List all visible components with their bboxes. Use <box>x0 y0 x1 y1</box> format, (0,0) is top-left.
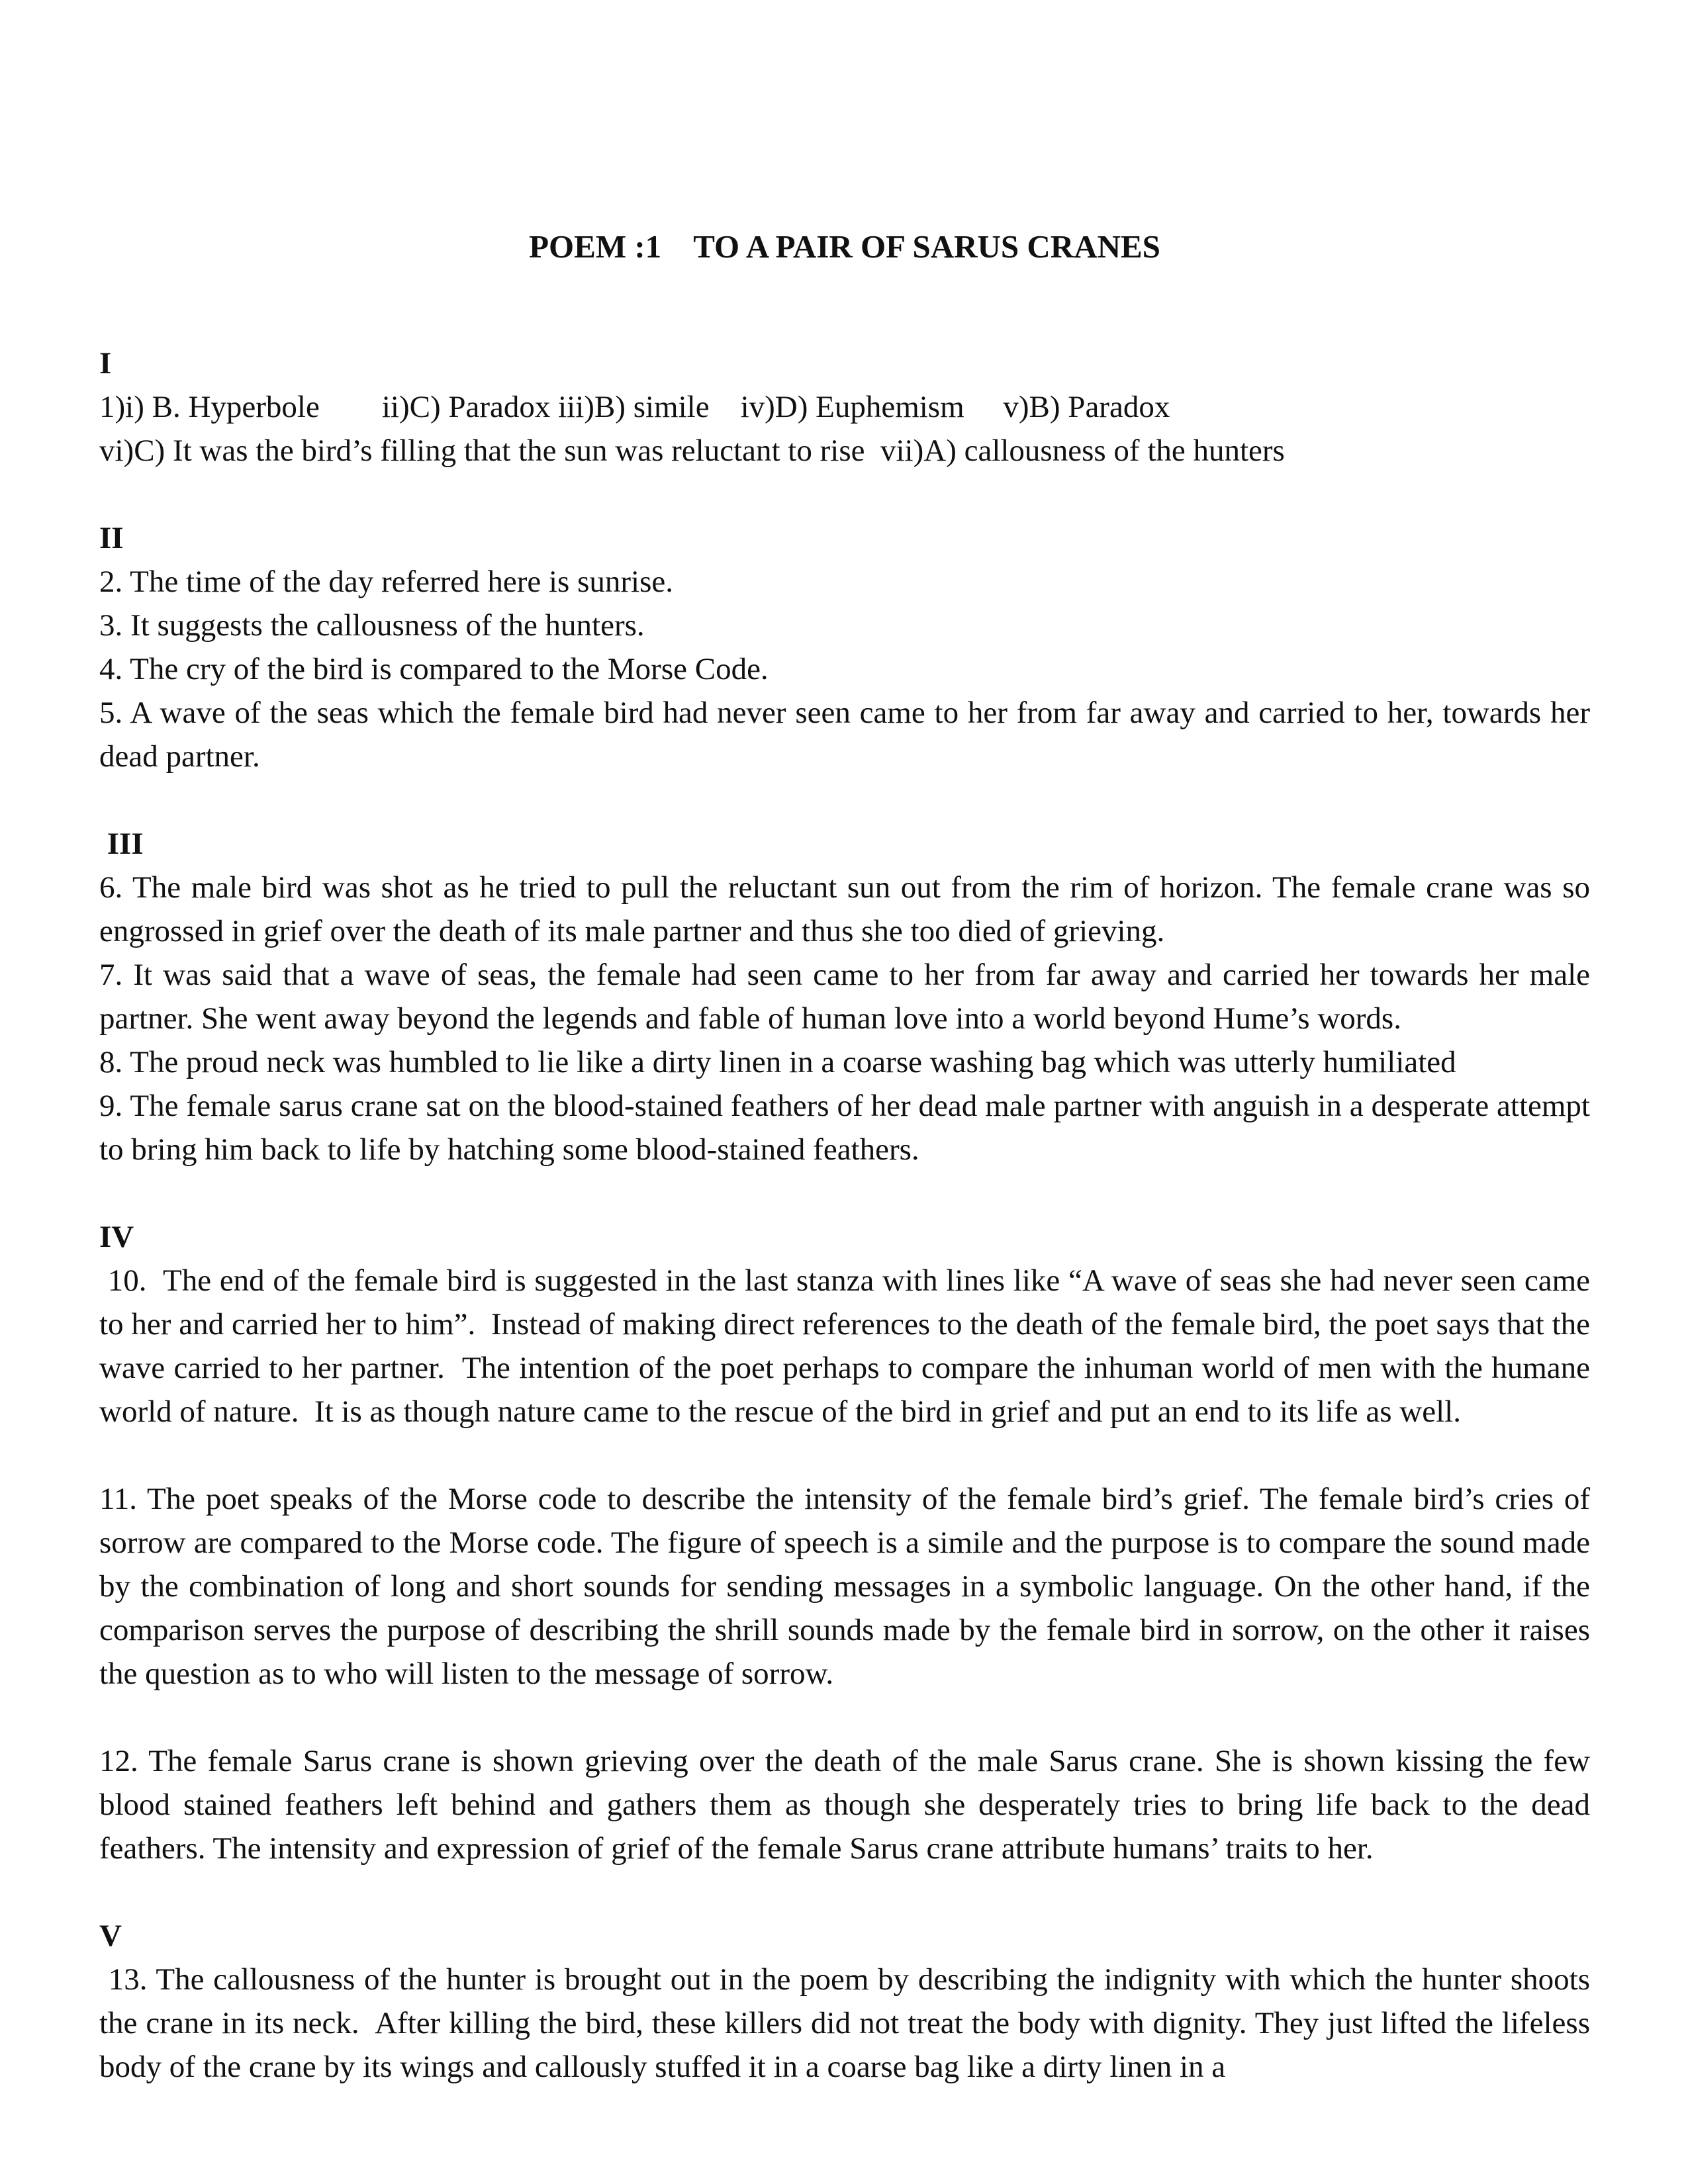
answer-11: 11. The poet speaks of the Morse code to describe the intensity of the female bird’s grief. The female bird’s cries of sorrow are compared to the Morse code. The figure of speech is a simile and the purpose is to compare the sound made by the combination of long and short sounds for sending messages in a symbolic language. On the other hand, if the comparison serves the purpose of describing the shrill sounds made by the female bird in sorrow, on the other it raises the question as to who will listen to the message of sorrow. <box>99 1482 1590 1691</box>
answer-5: 5. A wave of the seas which the female bird had never seen came to her from far away and carried to her, towards her dead partner. <box>99 696 1590 774</box>
section-5 <box>99 1914 1598 2089</box>
page-title: POEM :1 TO A PAIR OF SARUS CRANES <box>529 228 1160 265</box>
section-2-heading: II <box>99 521 124 555</box>
section-4-heading: IV <box>99 1220 134 1254</box>
answer-7: 7. It was said that a wave of seas, the female had seen came to her from far away and carried her towards her male partner. She went away beyond the legends and fable of human love into a world beyond Hume’s words. <box>99 958 1590 1036</box>
answer-3: 3. It suggests the callousness of the hunters. <box>99 608 645 643</box>
answer-line-2: vi)C) It was the bird’s filling that the sun was reluctant to rise vii)A) callousness of the hunters <box>99 433 1285 468</box>
section-1 <box>99 341 1590 473</box>
answer-12: 12. The female Sarus crane is shown grieving over the death of the male Sarus crane. She is shown kissing the few blood stained feathers left behind and gathers them as though she desperately tries to bring life back to the dead feathers. The intensity and expression of grief of the female Sarus crane attribute humans’ traits to her. <box>99 1744 1590 1866</box>
section-3-heading: III <box>99 827 144 861</box>
answer-line-1: 1)i) B. Hyperbole ii)C) Paradox iii)B) simile iv)D) Euphemism v)B) Paradox <box>99 390 1170 424</box>
section-3 <box>99 822 1590 1171</box>
section-5-heading: V <box>99 1919 122 1953</box>
answer-8: 8. The proud neck was humbled to lie like a dirty linen in a coarse washing bag which was utterly humiliated <box>99 1045 1456 1079</box>
answer-9: 9. The female sarus crane sat on the blood-stained feathers of her dead male partner with anguish in a desperate attempt to bring him back to life by hatching some blood-stained feathers. <box>99 1089 1590 1167</box>
document-page <box>99 225 1598 2132</box>
section-4 <box>99 1215 1598 1870</box>
answer-2: 2. The time of the day referred here is sunrise. <box>99 565 673 599</box>
section-2 <box>99 516 1590 778</box>
section-1-heading: I <box>99 346 112 381</box>
answer-13: 13. The callousness of the hunter is brought out in the poem by describing the indignity with which the hunter shoots the crane in its neck. After killing the bird, these killers did not treat the body with dignity. They just lifted the lifeless body of the crane by its wings and callously stuffed it in a coarse bag like a dirty linen in a <box>99 1962 1598 2084</box>
answer-6: 6. The male bird was shot as he tried to pull the reluctant sun out from the rim of horizon. The female crane was so engrossed in grief over the death of its male partner and thus she too died of grieving. <box>99 870 1590 948</box>
answer-10: 10. The end of the female bird is suggested in the last stanza with lines like “A wave of seas she had never seen came to her and carried her to him”. Instead of making direct references to the death of the female bird, the poet says that the wave carried to her partner. The intention of the poet perhaps to compare the inhuman world of men with the humane world of nature. It is as though nature came to the rescue of the bird in grief and put an end to its life as well. <box>99 1263 1598 1429</box>
answer-4: 4. The cry of the bird is compared to the Morse Code. <box>99 652 769 686</box>
